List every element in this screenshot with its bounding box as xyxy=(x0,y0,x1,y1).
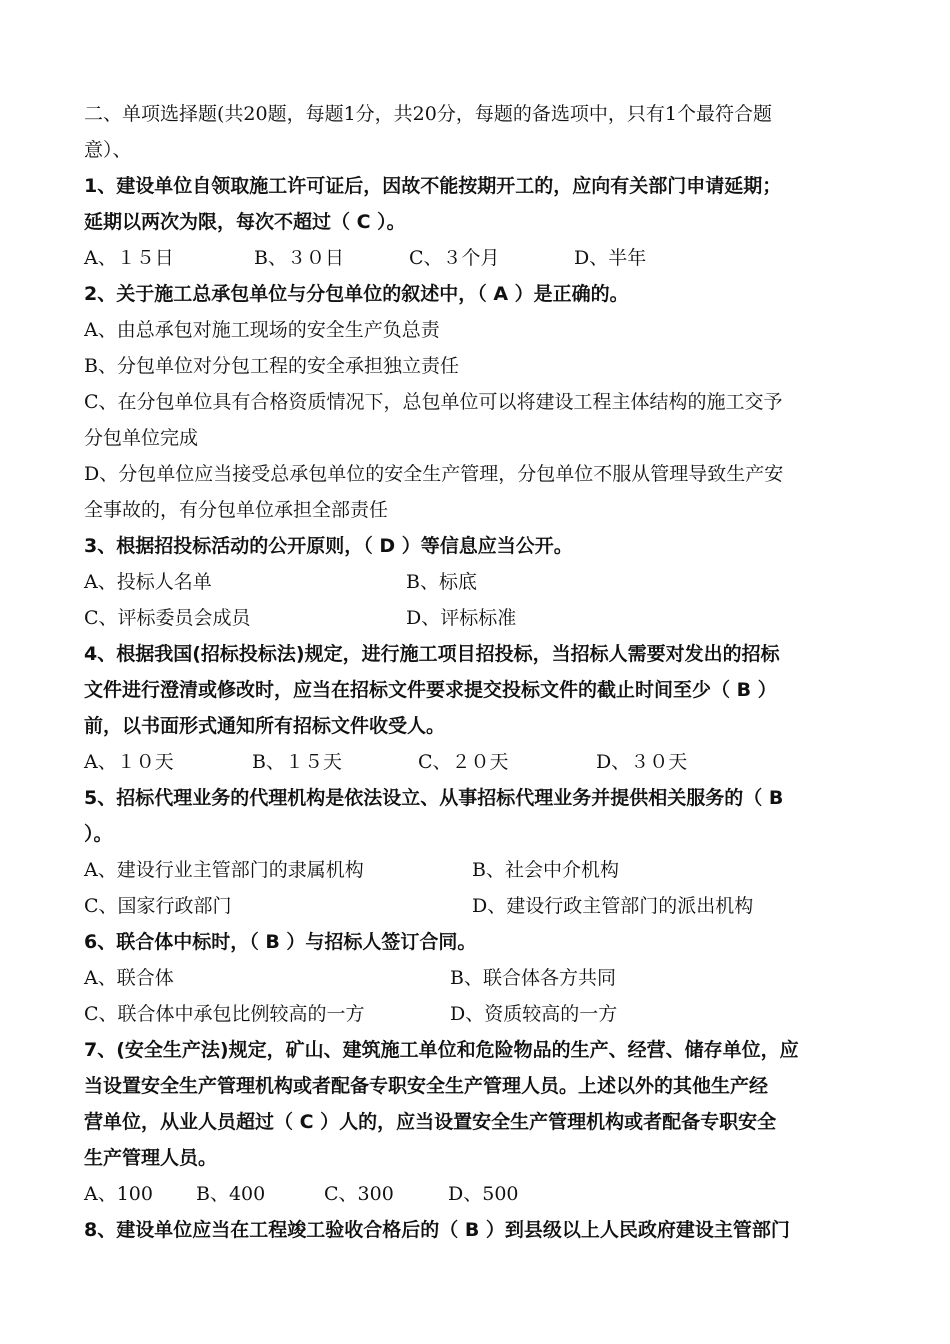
option-a: A、联合体 xyxy=(84,967,174,989)
option-d-continued: 全事故的，有分包单位承担全部责任 xyxy=(84,499,389,521)
question-2-line-1: 2、关于施工总承包单位与分包单位的叙述中，（ A ）是正确的。 xyxy=(84,283,629,305)
question-7-line-4: 生产管理人员。 xyxy=(84,1147,218,1169)
option-c: C、300 xyxy=(324,1183,394,1205)
question-7-line-2: 当设置安全生产管理机构或者配备专职安全生产管理人员。上述以外的其他生产经 xyxy=(84,1075,769,1097)
option-a: A、建设行业主管部门的隶属机构 xyxy=(84,859,364,881)
option-c: C、国家行政部门 xyxy=(84,895,232,917)
document-page xyxy=(84,96,884,1248)
option-a: A、１０天 xyxy=(84,751,174,773)
option-b: B、１５天 xyxy=(252,751,342,773)
question-6-line-1: 6、联合体中标时，（ B ）与招标人签订合同。 xyxy=(84,931,477,953)
question-7-options xyxy=(84,1176,884,1212)
section-heading-line-2: 意）、 xyxy=(84,139,132,161)
option-a: A、投标人名单 xyxy=(84,571,212,593)
question-4-line-2: 文件进行澄清或修改时，应当在招标文件要求提交投标文件的截止时间至少（ B ） xyxy=(84,679,777,701)
question-6-options-row-2 xyxy=(84,996,884,1032)
question-1-line-2: 延期以两次为限，每次不超过（ C ）。 xyxy=(84,211,406,233)
question-5-options-row-2 xyxy=(84,888,884,924)
section-heading-line-1: 二、单项选择题(共20题，每题1分，共20分，每题的备选项中，只有1个最符合题 xyxy=(84,103,772,125)
option-b: B、３０日 xyxy=(254,247,344,269)
option-b: B、400 xyxy=(196,1183,266,1205)
option-b: B、联合体各方共同 xyxy=(450,967,616,989)
option-c: C、３个月 xyxy=(409,247,500,269)
question-6-options-row-1 xyxy=(84,960,884,996)
question-5-line-2: ）。 xyxy=(84,823,113,845)
question-5-options-row-1 xyxy=(84,852,884,888)
question-3-line-1: 3、根据招投标活动的公开原则，（ D ）等信息应当公开。 xyxy=(84,535,573,557)
option-d: D、评标标准 xyxy=(406,607,517,629)
option-d: D、半年 xyxy=(574,247,647,269)
option-d: D、３０天 xyxy=(596,751,688,773)
option-c: C、２０天 xyxy=(418,751,509,773)
option-a: A、100 xyxy=(84,1183,153,1205)
question-4-options xyxy=(84,744,884,780)
question-1-options xyxy=(84,240,884,276)
question-7-line-3: 营单位，从业人员超过（ C ）人的，应当设置安全生产管理机构或者配备专职安全 xyxy=(84,1111,777,1133)
option-d: D、500 xyxy=(448,1183,519,1205)
option-c: C、在分包单位具有合格资质情况下，总包单位可以将建设工程主体结构的施工交予 xyxy=(84,391,783,413)
option-d: D、建设行政主管部门的派出机构 xyxy=(472,895,754,917)
option-d: D、分包单位应当接受总承包单位的安全生产管理，分包单位不服从管理导致生产安 xyxy=(84,463,784,485)
question-3-options-row-2 xyxy=(84,600,884,636)
option-c: C、评标委员会成员 xyxy=(84,607,251,629)
question-3-options-row-1 xyxy=(84,564,884,600)
option-b: B、分包单位对分包工程的安全承担独立责任 xyxy=(84,355,459,377)
option-a: A、由总承包对施工现场的安全生产负总责 xyxy=(84,319,440,341)
option-c: C、联合体中承包比例较高的一方 xyxy=(84,1003,365,1025)
question-7-line-1: 7、(安全生产法)规定，矿山、建筑施工单位和危险物品的生产、经营、储存单位，应 xyxy=(84,1039,799,1061)
question-1-line-1: 1、建设单位自领取施工许可证后，因故不能按期开工的，应向有关部门申请延期； xyxy=(84,175,782,197)
option-b: B、标底 xyxy=(406,571,477,593)
question-4-line-3: 前，以书面形式通知所有招标文件收受人。 xyxy=(84,715,446,737)
option-d: D、资质较高的一方 xyxy=(450,1003,618,1025)
option-a: A、１５日 xyxy=(84,247,174,269)
option-b: B、社会中介机构 xyxy=(472,859,619,881)
option-c-continued: 分包单位完成 xyxy=(84,427,199,449)
question-8-line-1: 8、建设单位应当在工程竣工验收合格后的（ B ）到县级以上人民政府建设主管部门 xyxy=(84,1219,790,1241)
question-4-line-1: 4、根据我国(招标投标法)规定，进行施工项目招投标，当招标人需要对发出的招标 xyxy=(84,643,780,665)
question-5-line-1: 5、招标代理业务的代理机构是依法设立、从事招标代理业务并提供相关服务的（ B xyxy=(84,787,784,809)
